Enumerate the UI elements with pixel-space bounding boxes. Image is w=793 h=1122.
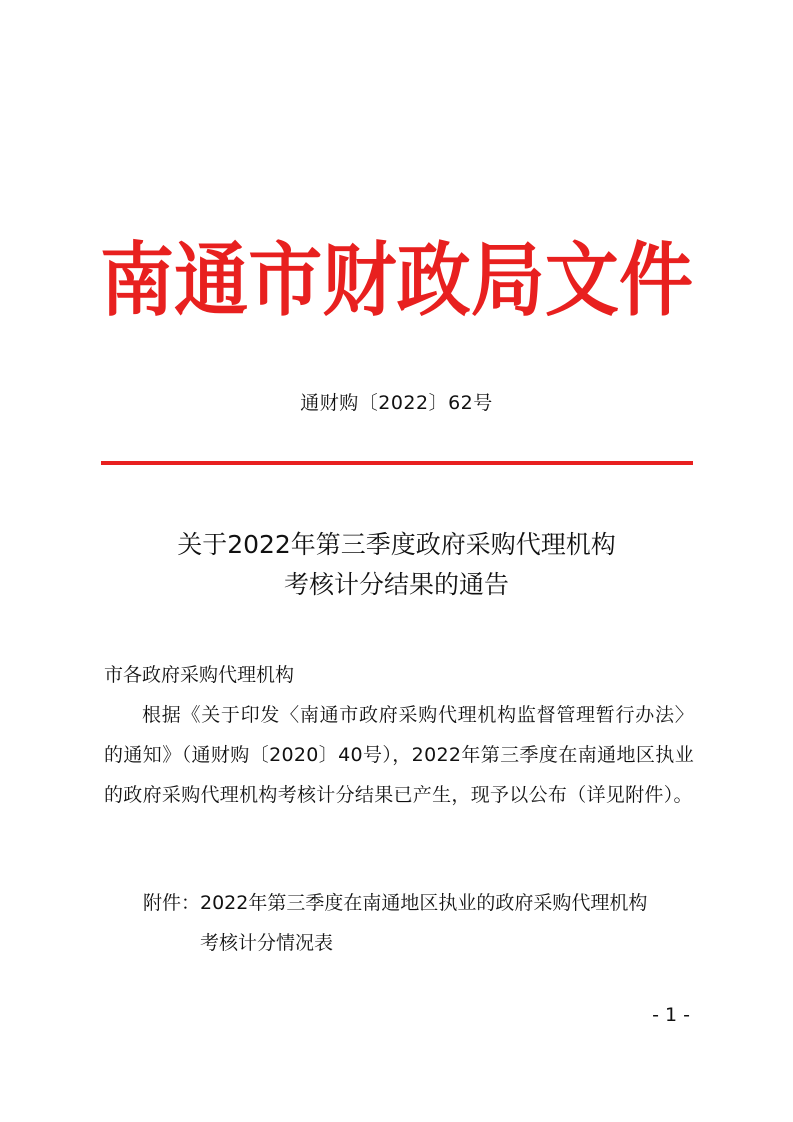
masthead-char: 南 xyxy=(100,234,174,328)
attachment-note xyxy=(143,883,703,963)
masthead-char: 文 xyxy=(544,234,619,328)
salutation: 市各政府采购代理机构 xyxy=(104,664,295,686)
document-number: 通财购〔2022〕62号 xyxy=(300,392,493,414)
masthead-char: 市 xyxy=(248,234,323,328)
attachment-line-2: 考核计分情况表 xyxy=(200,932,334,954)
masthead-char: 件 xyxy=(618,234,693,328)
attachment-line-1: 附件：2022年第三季度在南通地区执业的政府采购代理机构 xyxy=(143,892,648,914)
document-body xyxy=(104,655,694,815)
masthead-char: 局 xyxy=(470,234,545,328)
title-line-2: 考核计分结果的通告 xyxy=(283,570,509,599)
body-paragraph: 根据《关于印发〈南通市政府采购代理机构监督管理暂行办法〉的通知》（通财购〔2020〕40号），2022年第三季度在南通地区执业的政府采购代理机构考核计分结果已产生，现予以公布（详见附件）。 xyxy=(104,704,694,806)
masthead xyxy=(100,222,693,341)
masthead-char: 通 xyxy=(174,234,249,328)
page-number: - 1 - xyxy=(652,1004,690,1026)
title-line-1: 关于2022年第三季度政府采购代理机构 xyxy=(177,530,616,559)
masthead-char: 政 xyxy=(396,234,471,328)
masthead-char: 财 xyxy=(322,234,397,328)
red-divider xyxy=(101,461,693,465)
document-title xyxy=(0,525,793,605)
